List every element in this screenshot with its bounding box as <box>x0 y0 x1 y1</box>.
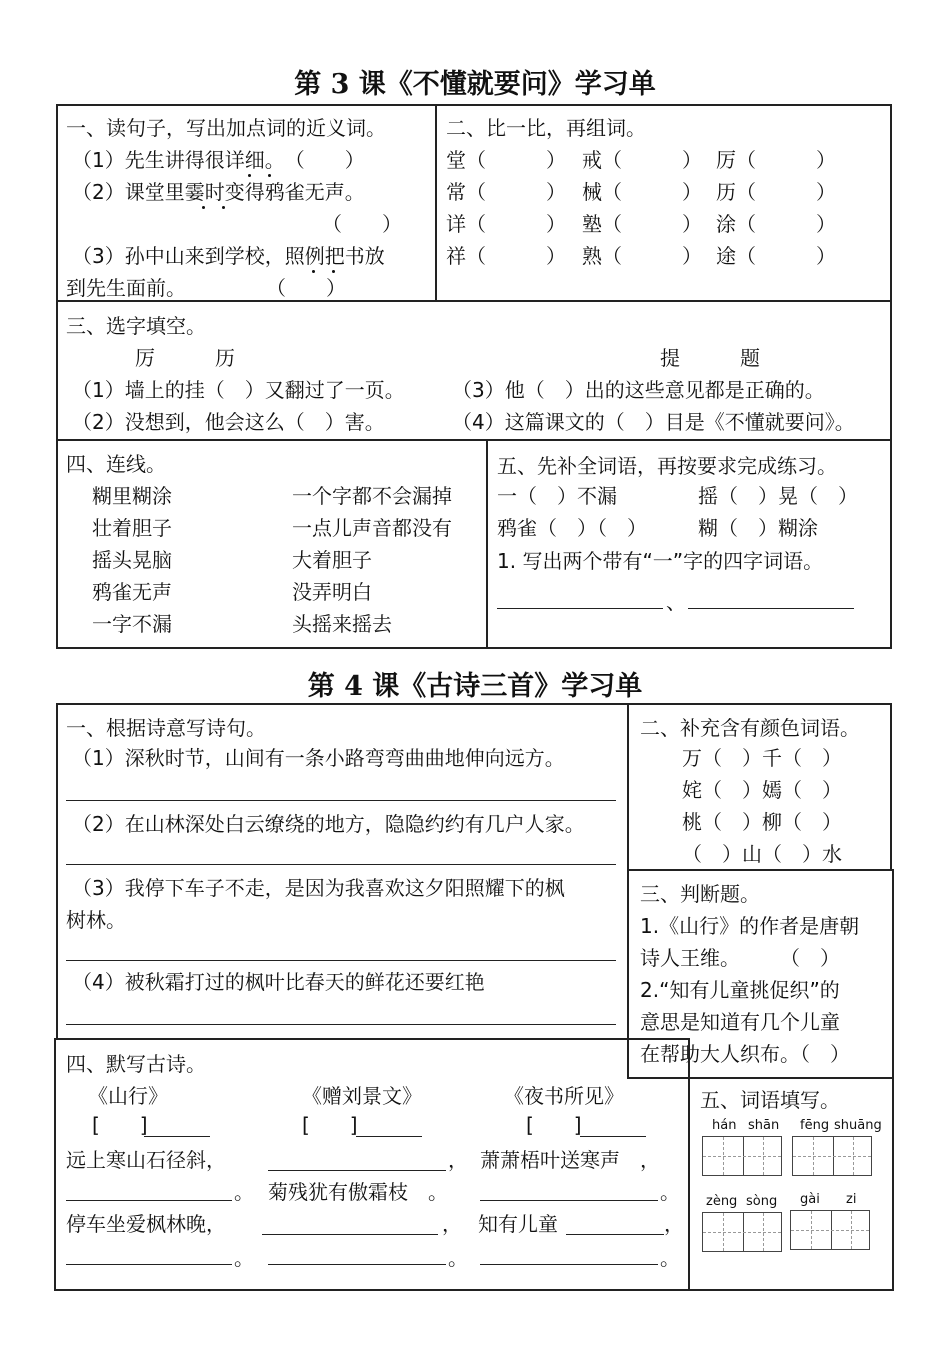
punct: ， <box>664 1212 684 1236</box>
question: （3）他（ ）出的这些意见都是正确的。 <box>452 378 825 402</box>
question: （4）被秋霜打过的枫叶比春天的鲜花还要红艳 <box>72 970 485 994</box>
answer-line[interactable] <box>66 1200 232 1201</box>
question: （4）这篇课文的（ ）目是《不懂就要问》。 <box>452 410 855 434</box>
compare-item[interactable]: 堂（ ） <box>446 148 566 172</box>
pinyin: shān <box>748 1118 780 1133</box>
author-bracket[interactable]: [ ] <box>302 1113 358 1137</box>
match-right[interactable]: 大着胆子 <box>292 548 372 572</box>
punct: 。 <box>660 1246 680 1270</box>
author-line[interactable] <box>356 1136 422 1137</box>
compare-item[interactable]: 途（ ） <box>716 244 836 268</box>
section-heading: 五、词语填写。 <box>700 1088 840 1112</box>
pinyin: sòng <box>746 1194 778 1209</box>
author-bracket[interactable]: [ ] <box>526 1113 582 1137</box>
question: 1.《山行》的作者是唐朝 <box>640 914 860 938</box>
writing-grid[interactable] <box>790 1210 870 1250</box>
match-right[interactable]: 没弄明白 <box>292 580 372 604</box>
match-left[interactable]: 糊里糊涂 <box>92 484 172 508</box>
fill-word[interactable]: （ ）山（ ）水 <box>682 842 842 866</box>
task: 1. 写出两个带有“一”字的四字词语。 <box>497 549 824 573</box>
compare-item[interactable]: 厉（ ） <box>716 148 836 172</box>
poem-line: 远上寒山石径斜， <box>66 1148 226 1172</box>
compare-item[interactable]: 祥（ ） <box>446 244 566 268</box>
poem-title: 《夜书所见》 <box>504 1084 624 1108</box>
answer-line[interactable] <box>268 1170 446 1171</box>
question: 意思是知道有几个儿童 <box>640 1010 840 1034</box>
poem-line: 萧萧梧叶送寒声 ， <box>480 1148 660 1172</box>
fill-word[interactable]: 鸦雀（ ）（ ） <box>497 516 647 540</box>
fill-word[interactable]: 糊（ ）糊涂 <box>698 516 818 540</box>
lesson3-title: 第 3 课《不懂就要问》学习单 <box>294 69 656 100</box>
answer-line[interactable] <box>66 864 616 865</box>
section-heading: 二、比一比，再组词。 <box>446 116 646 140</box>
author-bracket[interactable]: [ ] <box>92 1113 148 1137</box>
poem-line: 菊残犹有傲霜枝 。 <box>268 1180 448 1204</box>
pinyin: zi <box>846 1192 857 1207</box>
answer-line[interactable] <box>688 608 854 609</box>
answer-line[interactable] <box>268 1264 446 1265</box>
section-heading: 二、补充含有颜色词语。 <box>640 716 860 740</box>
writing-grid[interactable] <box>702 1212 782 1252</box>
answer-blank[interactable]: （ ） <box>322 212 402 236</box>
question: 树林。 <box>66 908 126 932</box>
fill-word[interactable]: 姹（ ）嫣（ ） <box>682 778 842 802</box>
word-choices: 厉 历 <box>135 346 235 370</box>
answer-line[interactable] <box>66 1264 232 1265</box>
match-left[interactable]: 鸦雀无声 <box>92 580 172 604</box>
punct: 。 <box>234 1180 254 1204</box>
compare-item[interactable]: 塾（ ） <box>582 212 702 236</box>
compare-item[interactable]: 常（ ） <box>446 180 566 204</box>
question: （1）先生讲得很详细。 （ ） <box>72 148 365 172</box>
match-left[interactable]: 一字不漏 <box>92 612 172 636</box>
fill-word[interactable]: 万（ ）千（ ） <box>682 746 842 770</box>
pinyin: fēng <box>800 1118 830 1133</box>
poem-line: 停车坐爱枫林晚， <box>66 1212 226 1236</box>
section-heading: 一、读句子，写出加点词的近义词。 <box>66 116 386 140</box>
answer-line[interactable] <box>480 1264 658 1265</box>
question: （2）没想到，他会这么（ ）害。 <box>72 410 385 434</box>
fill-word[interactable]: 一（ ）不漏 <box>497 484 617 508</box>
match-left[interactable]: 壮着胆子 <box>92 516 172 540</box>
fill-word[interactable]: 桃（ ）柳（ ） <box>682 810 842 834</box>
match-right[interactable]: 头摇来摇去 <box>292 612 392 636</box>
section-heading: 五、先补全词语，再按要求完成练习。 <box>497 454 837 478</box>
poem-title: 《赠刘景文》 <box>302 1084 422 1108</box>
answer-line[interactable] <box>480 1200 658 1201</box>
section-heading: 三、选字填空。 <box>66 314 206 338</box>
poem-title: 《山行》 <box>88 1084 168 1108</box>
question: （1）墙上的挂（ ）又翻过了一页。 <box>72 378 405 402</box>
question: （2）在山林深处白云缭绕的地方，隐隐约约有几户人家。 <box>72 812 585 836</box>
pinyin: shuāng <box>834 1118 882 1133</box>
compare-item[interactable]: 涂（ ） <box>716 212 836 236</box>
answer-line[interactable] <box>262 1234 438 1235</box>
compare-item[interactable]: 械（ ） <box>582 180 702 204</box>
compare-item[interactable]: 历（ ） <box>716 180 836 204</box>
fill-word[interactable]: 摇（ ）晃（ ） <box>698 484 858 508</box>
answer-line[interactable] <box>497 608 663 609</box>
section-heading: 四、连线。 <box>66 452 166 476</box>
lesson4-title: 第 4 课《古诗三首》学习单 <box>307 671 643 702</box>
author-line[interactable] <box>144 1136 210 1137</box>
punct: 。 <box>234 1246 254 1270</box>
question: 诗人王维。 （ ） <box>640 946 840 970</box>
question: 2.“知有儿童挑促织”的 <box>640 978 840 1002</box>
match-right[interactable]: 一个字都不会漏掉 <box>292 484 452 508</box>
section-heading: 三、判断题。 <box>640 882 760 906</box>
match-right[interactable]: 一点儿声音都没有 <box>292 516 452 540</box>
writing-grid[interactable] <box>702 1136 782 1176</box>
question: （2）课堂里霎时变得鸦雀无声。 <box>72 180 365 204</box>
question: 到先生面前。 （ ） <box>66 276 346 300</box>
question: 在帮助大人织布。（ ） <box>640 1042 850 1066</box>
poem-line: 知有儿童 <box>478 1212 558 1236</box>
question: （1）深秋时节，山间有一条小路弯弯曲曲地伸向远方。 <box>72 746 565 770</box>
question: （3）我停下车子不走，是因为我喜欢这夕阳照耀下的枫 <box>72 876 565 900</box>
word-choices: 提 题 <box>660 346 760 370</box>
compare-item[interactable]: 详（ ） <box>446 212 566 236</box>
punct: ， <box>442 1212 462 1236</box>
author-line[interactable] <box>580 1136 646 1137</box>
punct: 。 <box>448 1246 468 1270</box>
answer-line[interactable] <box>66 1024 616 1025</box>
section-heading: 四、默写古诗。 <box>66 1052 206 1076</box>
answer-line[interactable] <box>66 960 616 961</box>
answer-line[interactable] <box>566 1234 664 1235</box>
pinyin: zèng <box>706 1194 738 1209</box>
pinyin: hán <box>712 1118 737 1133</box>
match-left[interactable]: 摇头晃脑 <box>92 548 172 572</box>
compare-item[interactable]: 戒（ ） <box>582 148 702 172</box>
writing-grid[interactable] <box>792 1136 872 1176</box>
pinyin: gài <box>800 1192 820 1207</box>
punct: ， <box>448 1148 468 1172</box>
answer-line[interactable] <box>66 800 616 801</box>
compare-item[interactable]: 熟（ ） <box>582 244 702 268</box>
section-heading: 一、根据诗意写诗句。 <box>66 716 266 740</box>
separator: 、 <box>666 590 686 614</box>
punct: 。 <box>660 1180 680 1204</box>
question: （3）孙中山来到学校，照例把书放 <box>72 244 385 268</box>
